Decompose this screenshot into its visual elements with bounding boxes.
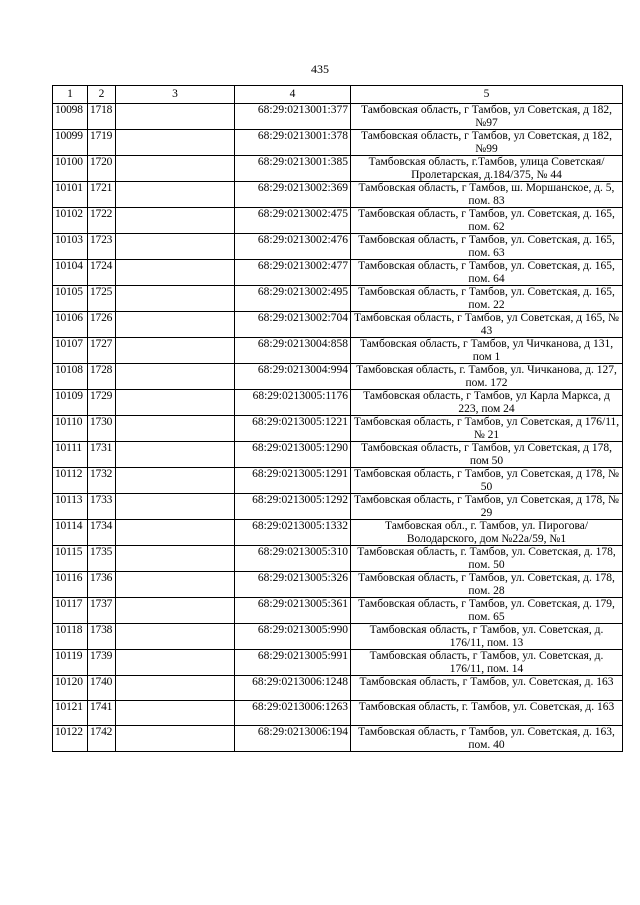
- column-3-cell: [116, 338, 235, 364]
- column-3-cell: [116, 208, 235, 234]
- record-number: 10115: [53, 546, 88, 572]
- record-number: 10100: [53, 156, 88, 182]
- item-number: 1724: [88, 260, 116, 286]
- table-row: [53, 130, 623, 156]
- header-col-4: 4: [235, 86, 351, 104]
- address: Тамбовская область, г. Тамбов, ул. Советская, д. 163: [351, 701, 623, 726]
- address: Тамбовская область, г Тамбов, ул Карла Маркса, д 223, пом 24: [351, 390, 623, 416]
- cadastral-number: 68:29:0213002:495: [235, 286, 351, 312]
- table-row: [53, 260, 623, 286]
- cadastral-number: 68:29:0213005:1291: [235, 468, 351, 494]
- column-3-cell: [116, 442, 235, 468]
- address: Тамбовская область, г Тамбов, ул. Советская, д. 179, пом. 65: [351, 598, 623, 624]
- column-3-cell: [116, 468, 235, 494]
- item-number: 1739: [88, 650, 116, 676]
- cadastral-number: 68:29:0213005:991: [235, 650, 351, 676]
- cadastral-number: 68:29:0213002:369: [235, 182, 351, 208]
- record-number: 10113: [53, 494, 88, 520]
- record-number: 10117: [53, 598, 88, 624]
- table-row: [53, 364, 623, 390]
- address: Тамбовская область, г. Тамбов, ул. Советская, д. 178, пом. 50: [351, 546, 623, 572]
- column-3-cell: [116, 546, 235, 572]
- column-3-cell: [116, 598, 235, 624]
- column-3-cell: [116, 520, 235, 546]
- cadastral-number: 68:29:0213005:1221: [235, 416, 351, 442]
- address: Тамбовская область, г Тамбов, ул Советская, д 178, № 29: [351, 494, 623, 520]
- column-3-cell: [116, 104, 235, 130]
- record-number: 10104: [53, 260, 88, 286]
- column-3-cell: [116, 286, 235, 312]
- cadastral-number: 68:29:0213005:361: [235, 598, 351, 624]
- item-number: 1719: [88, 130, 116, 156]
- address: Тамбовская область, г Тамбов, ул. Советская, д. 176/11, пом. 13: [351, 624, 623, 650]
- record-number: 10109: [53, 390, 88, 416]
- table-row: [53, 546, 623, 572]
- record-number: 10116: [53, 572, 88, 598]
- record-number: 10106: [53, 312, 88, 338]
- cadastral-number: 68:29:0213002:477: [235, 260, 351, 286]
- address: Тамбовская область, г Тамбов, ул. Советская, д. 165, пом. 63: [351, 234, 623, 260]
- address: Тамбовская область, г Тамбов, ул Советская, д 165, № 43: [351, 312, 623, 338]
- column-3-cell: [116, 650, 235, 676]
- record-number: 10108: [53, 364, 88, 390]
- table-row: [53, 442, 623, 468]
- table-body: [53, 104, 623, 752]
- table-row: [53, 676, 623, 701]
- cadastral-number: 68:29:0213005:310: [235, 546, 351, 572]
- cadastral-number: 68:29:0213006:1248: [235, 676, 351, 701]
- item-number: 1741: [88, 701, 116, 726]
- table-row: [53, 312, 623, 338]
- table-row: [53, 598, 623, 624]
- record-number: 10120: [53, 676, 88, 701]
- item-number: 1720: [88, 156, 116, 182]
- item-number: 1734: [88, 520, 116, 546]
- record-number: 10119: [53, 650, 88, 676]
- cadastral-number: 68:29:0213002:476: [235, 234, 351, 260]
- table-header: [53, 86, 623, 104]
- header-col-1: 1: [53, 86, 88, 104]
- cadastral-number: 68:29:0213005:1292: [235, 494, 351, 520]
- table-row: [53, 390, 623, 416]
- address: Тамбовская область, г Тамбов, ул. Советская, д. 165, пом. 22: [351, 286, 623, 312]
- table-row: [53, 624, 623, 650]
- item-number: 1731: [88, 442, 116, 468]
- record-number: 10110: [53, 416, 88, 442]
- cadastral-number: 68:29:0213004:858: [235, 338, 351, 364]
- table-row: [53, 701, 623, 726]
- column-3-cell: [116, 312, 235, 338]
- address: Тамбовская область, г Тамбов, ул. Советская, д. 163: [351, 676, 623, 701]
- record-number: 10103: [53, 234, 88, 260]
- item-number: 1727: [88, 338, 116, 364]
- record-number: 10098: [53, 104, 88, 130]
- column-3-cell: [116, 234, 235, 260]
- record-number: 10105: [53, 286, 88, 312]
- column-3-cell: [116, 701, 235, 726]
- header-col-2: 2: [88, 86, 116, 104]
- record-number: 10122: [53, 726, 88, 752]
- cadastral-number: 68:29:0213002:475: [235, 208, 351, 234]
- address: Тамбовская область, г Тамбов, ул Советская, д 178, № 50: [351, 468, 623, 494]
- column-3-cell: [116, 726, 235, 752]
- column-3-cell: [116, 390, 235, 416]
- record-number: 10107: [53, 338, 88, 364]
- table-row: [53, 156, 623, 182]
- record-number: 10112: [53, 468, 88, 494]
- cadastral-number: 68:29:0213001:378: [235, 130, 351, 156]
- record-number: 10111: [53, 442, 88, 468]
- header-row: [53, 86, 623, 104]
- table-row: [53, 208, 623, 234]
- column-3-cell: [116, 416, 235, 442]
- item-number: 1730: [88, 416, 116, 442]
- cadastral-number: 68:29:0213005:1332: [235, 520, 351, 546]
- column-3-cell: [116, 572, 235, 598]
- address: Тамбовская область, г Тамбов, ул Советская, д 182, №97: [351, 104, 623, 130]
- table-row: [53, 726, 623, 752]
- cadastral-number: 68:29:0213005:326: [235, 572, 351, 598]
- address: Тамбовская область, г Тамбов, ул Советская, д 176/11, № 21: [351, 416, 623, 442]
- cadastral-number: 68:29:0213005:1176: [235, 390, 351, 416]
- item-number: 1729: [88, 390, 116, 416]
- table-row: [53, 104, 623, 130]
- address: Тамбовская обл., г. Тамбов, ул. Пирогова/Володарского, дом №22а/59, №1: [351, 520, 623, 546]
- item-number: 1732: [88, 468, 116, 494]
- cadastral-number: 68:29:0213004:994: [235, 364, 351, 390]
- table-row: [53, 338, 623, 364]
- record-number: 10121: [53, 701, 88, 726]
- record-number: 10101: [53, 182, 88, 208]
- column-3-cell: [116, 364, 235, 390]
- address: Тамбовская область, г Тамбов, ш. Моршанское, д. 5, пом. 83: [351, 182, 623, 208]
- cadastral-number: 68:29:0213006:194: [235, 726, 351, 752]
- item-number: 1733: [88, 494, 116, 520]
- table-row: [53, 650, 623, 676]
- item-number: 1722: [88, 208, 116, 234]
- column-3-cell: [116, 676, 235, 701]
- item-number: 1737: [88, 598, 116, 624]
- address: Тамбовская область, г Тамбов, ул Советская, д 178, пом 50: [351, 442, 623, 468]
- item-number: 1723: [88, 234, 116, 260]
- address: Тамбовская область, г Тамбов, ул Советская, д 182, №99: [351, 130, 623, 156]
- item-number: 1718: [88, 104, 116, 130]
- item-number: 1738: [88, 624, 116, 650]
- address: Тамбовская область, г Тамбов, ул Чичканова, д 131, пом 1: [351, 338, 623, 364]
- registry-table: [52, 85, 623, 752]
- item-number: 1736: [88, 572, 116, 598]
- address: Тамбовская область, г Тамбов, ул. Советская, д. 178, пом. 28: [351, 572, 623, 598]
- record-number: 10102: [53, 208, 88, 234]
- page-number: 435: [311, 62, 329, 76]
- item-number: 1728: [88, 364, 116, 390]
- address: Тамбовская область, г.Тамбов, улица Советская/Пролетарская, д.184/375, № 44: [351, 156, 623, 182]
- item-number: 1735: [88, 546, 116, 572]
- item-number: 1725: [88, 286, 116, 312]
- address: Тамбовская область, г Тамбов, ул. Советская, д. 165, пом. 62: [351, 208, 623, 234]
- table-row: [53, 286, 623, 312]
- table-row: [53, 572, 623, 598]
- cadastral-number: 68:29:0213002:704: [235, 312, 351, 338]
- cadastral-number: 68:29:0213005:1290: [235, 442, 351, 468]
- table-row: [53, 468, 623, 494]
- table-row: [53, 494, 623, 520]
- table-row: [53, 182, 623, 208]
- header-col-3: 3: [116, 86, 235, 104]
- column-3-cell: [116, 182, 235, 208]
- column-3-cell: [116, 624, 235, 650]
- column-3-cell: [116, 260, 235, 286]
- column-3-cell: [116, 494, 235, 520]
- table-row: [53, 520, 623, 546]
- header-col-5: 5: [351, 86, 623, 104]
- address: Тамбовская область, г Тамбов, ул. Советская, д. 165, пом. 64: [351, 260, 623, 286]
- item-number: 1740: [88, 676, 116, 701]
- address: Тамбовская область, г. Тамбов, ул. Чичканова, д. 127, пом. 172: [351, 364, 623, 390]
- address: Тамбовская область, г Тамбов, ул. Советская, д. 163, пом. 40: [351, 726, 623, 752]
- column-3-cell: [116, 130, 235, 156]
- table-row: [53, 416, 623, 442]
- cadastral-number: 68:29:0213006:1263: [235, 701, 351, 726]
- item-number: 1742: [88, 726, 116, 752]
- item-number: 1726: [88, 312, 116, 338]
- cadastral-number: 68:29:0213005:990: [235, 624, 351, 650]
- cadastral-number: 68:29:0213001:377: [235, 104, 351, 130]
- table-row: [53, 234, 623, 260]
- record-number: 10118: [53, 624, 88, 650]
- record-number: 10114: [53, 520, 88, 546]
- item-number: 1721: [88, 182, 116, 208]
- address: Тамбовская область, г Тамбов, ул. Советская, д. 176/11, пом. 14: [351, 650, 623, 676]
- cadastral-number: 68:29:0213001:385: [235, 156, 351, 182]
- record-number: 10099: [53, 130, 88, 156]
- column-3-cell: [116, 156, 235, 182]
